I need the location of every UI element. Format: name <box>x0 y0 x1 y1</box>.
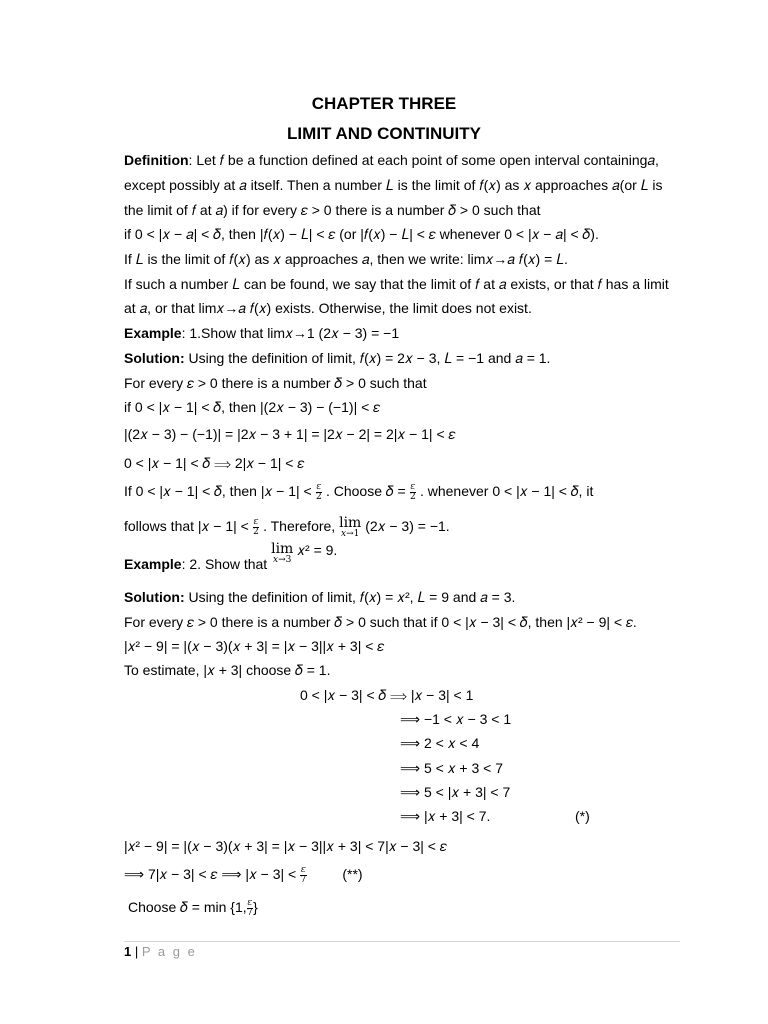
example-1-step-2: if 0 < |𝑥 − 1| < 𝛿, then |(2𝑥 − 3) − (−1)| < 𝜀 <box>124 399 381 415</box>
example-1-solution: Solution: Using the definition of limit, 𝑓(𝑥) = 2𝑥 − 3, 𝐿 = −1 and 𝑎 = 1. <box>124 350 551 366</box>
example-2-solution: Solution: Using the definition of limit, 𝑓(𝑥) = 𝑥², 𝐿 = 9 and 𝑎 = 3. <box>124 589 516 605</box>
footer-divider <box>124 941 680 942</box>
epsilon-over-2-fraction: $\frac{\text{𝜀}}{2}$ <box>253 517 259 537</box>
example-1-conclusion: follows that |𝑥 − 1| < $\frac{\text{𝜀}}{2}$ . Therefore, lim 𝑥→1 (2𝑥 − 3) = −1. <box>124 515 450 539</box>
chain-step-3: ⟹ 2 < 𝑥 < 4 <box>400 735 480 751</box>
example-2-step-1: For every 𝜀 > 0 there is a number 𝛿 > 0 such that if 0 < |𝑥 − 3| < 𝛿, then |𝑥² − 9| < 𝜀. <box>124 614 637 630</box>
example-1-step-1: For every 𝜀 > 0 there is a number 𝛿 > 0 such that <box>124 375 427 391</box>
chain-step-6: ⟹ |𝑥 + 3| < 7. <box>400 808 491 824</box>
limit-notation: lim 𝑥→3 <box>271 541 294 565</box>
example-1-step-4: 0 < |𝑥 − 1| < 𝛿 ⟹ 2|𝑥 − 1| < 𝜀 <box>124 455 305 471</box>
example-2-step-4: |𝑥² − 9| = |(𝑥 − 3)(𝑥 + 3| = |𝑥 − 3||𝑥 + 3| < 7|𝑥 − 3| < 𝜀 <box>124 838 447 854</box>
definition-label: Definition <box>124 152 189 168</box>
epsilon-over-2-fraction: $\frac{\text{𝜀}}{2}$ <box>409 482 416 502</box>
chapter-heading: CHAPTER THREE <box>311 94 457 113</box>
epsilon-over-7-fraction: $\frac{\text{𝜀}}{7}$ <box>300 865 307 885</box>
page-footer: 1 | P a g e <box>124 944 197 959</box>
example-2-choice: Choose 𝛿 = min {1, $\frac{\text{𝜀}}{7}$ } <box>128 898 258 918</box>
definition-line-6: If such a number 𝐿 can be found, we say that the limit of 𝑓 at 𝑎 exists, or that 𝑓 has a limit <box>124 276 669 292</box>
definition-line-1: Definition: Let 𝑓 be a function defined at each point of some open interval containing𝑎, <box>124 152 659 168</box>
example-2-statement: Example: 2. Show that lim 𝑥→3 𝑥² = 9. <box>124 541 338 573</box>
limit-notation: lim 𝑥→1 <box>339 515 362 539</box>
example-2-step-3: To estimate, |𝑥 + 3| choose 𝛿 = 1. <box>124 662 331 678</box>
example-1-step-5: If 0 < |𝑥 − 1| < 𝛿, then |𝑥 − 1| < $\frac{\text{𝜀}}{2}$ . Choose 𝛿 = $\frac{\text{𝜀}}{2}$ . whenever 0 < |𝑥 − 1| < 𝛿, it <box>124 482 594 502</box>
equation-tag-star: (*) <box>575 808 590 824</box>
equation-tag-double-star: (**) <box>342 866 363 883</box>
chapter-title: LIMIT AND CONTINUITY <box>287 124 481 143</box>
epsilon-over-7-fraction: $\frac{\text{𝜀}}{7}$ <box>247 898 253 918</box>
definition-line-5: If 𝐿 is the limit of 𝑓(𝑥) as 𝑥 approaches 𝑎, then we write: lim𝑥→𝑎 𝑓(𝑥) = 𝐿. <box>124 251 568 267</box>
chain-step-5: ⟹ 5 < |𝑥 + 3| < 7 <box>400 784 511 800</box>
epsilon-over-2-fraction: $\frac{\text{𝜀}}{2}$ <box>315 482 322 502</box>
example-2-step-2: |𝑥² − 9| = |(𝑥 − 3)(𝑥 + 3| = |𝑥 − 3||𝑥 + 3| < 𝜀 <box>124 638 385 654</box>
example-2-step-5: ⟹ 7|𝑥 − 3| < 𝜀 ⟹ |𝑥 − 3| < $\frac{\text{𝜀}}{7}$ (**) <box>124 865 363 885</box>
chain-step-4: ⟹ 5 < 𝑥 + 3 < 7 <box>400 760 503 776</box>
definition-line-4: if 0 < |𝑥 − 𝑎| < 𝛿, then |𝑓(𝑥) − 𝐿| < 𝜀 (or |𝑓(𝑥) − 𝐿| < 𝜀 whenever 0 < |𝑥 − 𝑎| < 𝛿). <box>124 226 599 242</box>
chain-step-2: ⟹ −1 < 𝑥 − 3 < 1 <box>400 711 512 727</box>
example-1-step-3: |(2𝑥 − 3) − (−1)| = |2𝑥 − 3 + 1| = |2𝑥 − 2| = 2|𝑥 − 1| < 𝜀 <box>124 426 456 442</box>
chain-step-1: 0 < |𝑥 − 3| < 𝛿 ⟹ |𝑥 − 3| < 1 <box>300 687 474 703</box>
definition-line-3: the limit of 𝑓 at 𝑎) if for every 𝜀 > 0 there is a number 𝛿 > 0 such that <box>124 202 541 218</box>
definition-line-7: at 𝑎, or that lim𝑥→𝑎 𝑓(𝑥) exists. Otherwise, the limit does not exist. <box>124 300 532 316</box>
example-1-statement: Example: 1.Show that lim𝑥→1 (2𝑥 − 3) = −1 <box>124 325 400 341</box>
definition-line-2: except possibly at 𝑎 itself. Then a number 𝐿 is the limit of 𝑓(𝑥) as 𝑥 approaches 𝑎(or 𝐿 is <box>124 177 663 193</box>
